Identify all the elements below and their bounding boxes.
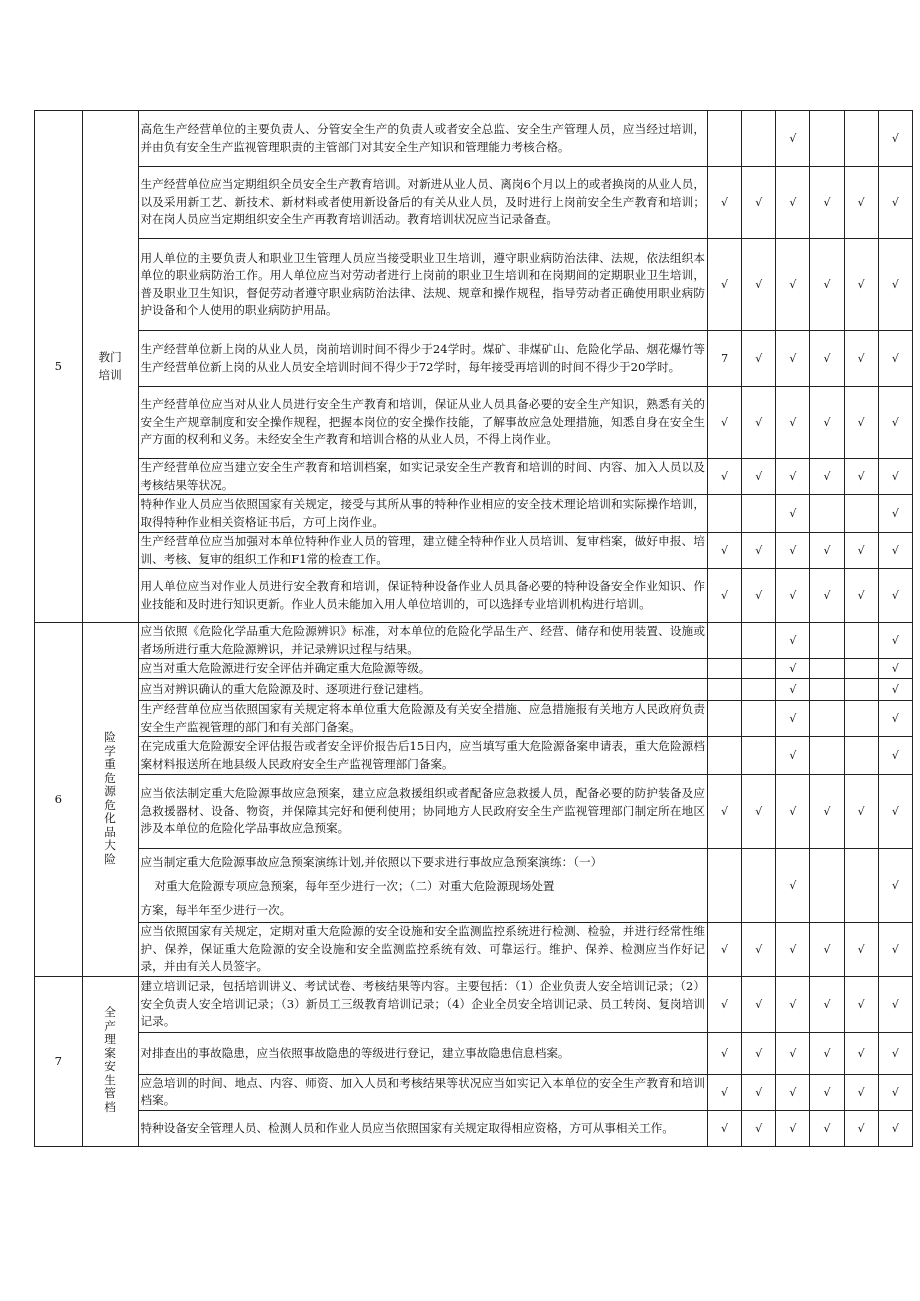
table-row <box>35 569 913 623</box>
requirement-text: 应当依照《危险化学品重大危险源辨识》标准，对本单位的危险化学品生产、经营、储存和使用装置、设施或者场所进行重大危险源辨识，并记录辨识过程与结果。 <box>138 623 707 659</box>
check-mark-cell: √ <box>776 167 810 239</box>
check-mark-cell: √ <box>742 533 776 569</box>
check-mark-cell: √ <box>810 923 844 977</box>
requirement-text: 应当对重大危险源进行安全评估并确定重大危险源等级。 <box>138 659 707 679</box>
table-row <box>35 623 913 659</box>
section-category-label: 全产理案安生管档 <box>104 1005 116 1114</box>
requirement-text: 用人单位的主要负责人和职业卫生管理人员应当接受职业卫生培训，遵守职业病防治法律、法规，依法组织本单位的职业病防治工作。用人单位应当对劳动者进行上岗前的职业卫生培训和在岗期间的定期职业卫生培训，普及职业卫生知识，督促劳动者遵守职业病防治法律、法规、规章和操作规程，指导劳动者正确使用职业病防护设备和个人使用的职业病防护用品。 <box>138 239 707 331</box>
check-mark-cell <box>742 701 776 737</box>
check-mark-cell: √ <box>878 239 912 331</box>
check-mark-cell: √ <box>742 923 776 977</box>
check-mark-cell: √ <box>742 1033 776 1075</box>
check-mark-cell: √ <box>878 569 912 623</box>
check-mark-cell: √ <box>776 239 810 331</box>
check-mark-cell <box>810 659 844 679</box>
requirement-text <box>138 849 707 923</box>
check-mark-cell: √ <box>742 239 776 331</box>
requirement-text: 生产经营单位应当建立安全生产教育和培训档案，如实记录安全生产教育和培训的时间、内容、加入人员以及考核结果等状况。 <box>138 459 707 495</box>
check-mark-cell: √ <box>810 775 844 849</box>
table-row <box>35 679 913 701</box>
check-mark-cell: √ <box>707 1110 741 1146</box>
check-mark-cell: √ <box>742 167 776 239</box>
check-mark-cell: √ <box>742 775 776 849</box>
check-mark-cell: √ <box>810 239 844 331</box>
check-mark-cell: √ <box>844 923 878 977</box>
check-mark-cell: √ <box>707 387 741 459</box>
check-mark-cell: √ <box>742 387 776 459</box>
requirement-text: 应当对辨识确认的重大危险源及时、逐项进行登记建档。 <box>138 679 707 701</box>
check-mark-cell: √ <box>844 1075 878 1111</box>
check-mark-cell: √ <box>742 331 776 387</box>
check-mark-cell <box>810 111 844 167</box>
check-mark-cell: 7 <box>707 331 741 387</box>
table-row <box>35 775 913 849</box>
check-mark-cell: √ <box>776 701 810 737</box>
check-mark-cell: √ <box>776 1075 810 1111</box>
check-mark-cell: √ <box>776 495 810 533</box>
check-mark-cell: √ <box>776 659 810 679</box>
check-mark-cell: √ <box>707 459 741 495</box>
requirement-text: 生产经营单位应当加强对本单位特种作业人员的管理，建立健全特种作业人员培训、复审档案，做好申报、培训、考核、复审的组织工作和F1常的检查工作。 <box>138 533 707 569</box>
table-row <box>35 533 913 569</box>
check-mark-cell: √ <box>707 1033 741 1075</box>
check-mark-cell: √ <box>878 533 912 569</box>
section-category <box>82 111 138 623</box>
check-mark-cell: √ <box>878 923 912 977</box>
check-mark-cell: √ <box>878 1110 912 1146</box>
check-mark-cell <box>707 701 741 737</box>
check-mark-cell: √ <box>707 1075 741 1111</box>
requirement-line: 对重大危险源专项应急预案，每年至少进行一次；（二）对重大危险源现场处置 <box>154 878 555 893</box>
table-row <box>35 659 913 679</box>
section-category-label: 险学重危源危化品大险 <box>104 730 116 866</box>
check-mark-cell: √ <box>810 459 844 495</box>
check-mark-cell: √ <box>776 623 810 659</box>
table-row <box>35 1110 913 1146</box>
check-mark-cell: √ <box>878 111 912 167</box>
check-mark-cell <box>844 679 878 701</box>
check-mark-cell: √ <box>844 459 878 495</box>
table-row <box>35 701 913 737</box>
table-row <box>35 1075 913 1111</box>
requirement-text: 生产经营单位应当对从业人员进行安全生产教育和培训，保证从业人员具备必要的安全生产知识，熟悉有关的安全生产规章制度和安全操作规程，把握本岗位的安全操作技能，了解事故应急处理措施，知悉自身在安全生产方面的权利和义务。未经安全生产教育和培训合格的从业人员，不得上岗作业。 <box>138 387 707 459</box>
check-mark-cell: √ <box>742 1110 776 1146</box>
check-mark-cell: √ <box>776 569 810 623</box>
check-mark-cell: √ <box>878 659 912 679</box>
check-mark-cell: √ <box>878 459 912 495</box>
check-mark-cell: √ <box>878 1075 912 1111</box>
check-mark-cell: √ <box>878 331 912 387</box>
check-mark-cell: √ <box>707 569 741 623</box>
check-mark-cell <box>742 623 776 659</box>
check-mark-cell <box>707 659 741 679</box>
check-mark-cell: √ <box>707 167 741 239</box>
check-mark-cell: √ <box>844 239 878 331</box>
requirement-text: 应当依法制定重大危险源事故应急预案，建立应急救援组织或者配备应急救援人员，配备必要的防护装备及应急救援器材、设备、物资，并保障其完好和便利使用；协同地方人民政府安全生产监视管理部门制定所在地区涉及本单位的危险化学品事故应急预案。 <box>138 775 707 849</box>
table-row <box>35 111 913 167</box>
check-mark-cell <box>707 679 741 701</box>
check-mark-cell: √ <box>776 977 810 1033</box>
table-row <box>35 167 913 239</box>
check-mark-cell: √ <box>810 331 844 387</box>
check-mark-cell: √ <box>776 459 810 495</box>
check-mark-cell <box>844 737 878 775</box>
check-mark-cell <box>844 849 878 923</box>
check-mark-cell: √ <box>810 569 844 623</box>
requirement-text: 生产经营单位新上岗的从业人员，岗前培训时间不得少于24学时。煤矿、非煤矿山、危险化学品、烟花爆竹等生产经营单位新上岗的从业人员安全培训时间不得少于72学时，每年接受再培训的时间不得少于20学时。 <box>138 331 707 387</box>
requirement-text: 高危生产经营单位的主要负责人、分管安全生产的负责人或者安全总监、安全生产管理人员，应当经过培训，并由负有安全生产监视管理职责的主管部门对其安全生产知识和管理能力考核合格。 <box>138 111 707 167</box>
check-mark-cell <box>707 623 741 659</box>
check-mark-cell <box>742 679 776 701</box>
section-number: 5 <box>35 111 83 623</box>
table-row <box>35 387 913 459</box>
check-mark-cell: √ <box>878 623 912 659</box>
check-mark-cell: √ <box>810 387 844 459</box>
check-mark-cell: √ <box>878 849 912 923</box>
section-category-label: 教门培训 <box>98 350 122 383</box>
check-mark-cell: √ <box>878 495 912 533</box>
section-category <box>82 977 138 1147</box>
requirement-text: 应急培训的时间、地点、内容、师资、加入人员和考核结果等状况应当如实记入本单位的安全生产教育和培训档案。 <box>138 1075 707 1111</box>
check-mark-cell: √ <box>776 849 810 923</box>
table-row <box>35 849 913 923</box>
check-mark-cell: √ <box>844 1110 878 1146</box>
check-mark-cell <box>844 111 878 167</box>
check-mark-cell: √ <box>810 977 844 1033</box>
check-mark-cell <box>844 495 878 533</box>
section-number: 6 <box>35 623 83 977</box>
check-mark-cell: √ <box>844 1033 878 1075</box>
table-row <box>35 1033 913 1075</box>
check-mark-cell: √ <box>878 701 912 737</box>
check-mark-cell <box>810 623 844 659</box>
check-mark-cell: √ <box>776 737 810 775</box>
check-mark-cell: √ <box>810 1075 844 1111</box>
check-mark-cell <box>844 701 878 737</box>
check-mark-cell: √ <box>844 533 878 569</box>
check-mark-cell: √ <box>707 775 741 849</box>
check-mark-cell: √ <box>776 923 810 977</box>
check-mark-cell: √ <box>844 167 878 239</box>
check-mark-cell: √ <box>810 1033 844 1075</box>
check-mark-cell: √ <box>776 533 810 569</box>
table-row <box>35 331 913 387</box>
check-mark-cell <box>810 679 844 701</box>
check-mark-cell: √ <box>878 387 912 459</box>
table-row <box>35 923 913 977</box>
check-mark-cell: √ <box>776 331 810 387</box>
section-category <box>82 623 138 977</box>
table-row <box>35 459 913 495</box>
check-mark-cell: √ <box>776 1110 810 1146</box>
check-mark-cell <box>742 737 776 775</box>
check-mark-cell: √ <box>810 1110 844 1146</box>
check-mark-cell: √ <box>844 387 878 459</box>
section-number: 7 <box>35 977 83 1147</box>
check-mark-cell: √ <box>878 977 912 1033</box>
check-mark-cell: √ <box>776 679 810 701</box>
requirement-text: 建立培训记录，包括培训讲义、考试试卷、考核结果等内容。主要包括：（1）企业负责人安全培训记录；（2）安全负责人安全培训记录；（3）新员工三级教育培训记录；（4）企业全员安全培训记录、员工转岗、复岗培训记录。 <box>138 977 707 1033</box>
check-mark-cell: √ <box>878 775 912 849</box>
requirement-text: 应当依照国家有关规定，定期对重大危险源的安全设施和安全监测监控系统进行检测、检验，并进行经常性维护、保养，保证重大危险源的安全设施和安全监测监控系统有效、可靠运行。维护、保养、检测应当作好记录，并由有关人员签字。 <box>138 923 707 977</box>
check-mark-cell <box>844 623 878 659</box>
requirement-text: 特种作业人员应当依照国家有关规定，接受与其所从事的特种作业相应的安全技术理论培训和实际操作培训，取得特种作业相关资格证书后，方可上岗作业。 <box>138 495 707 533</box>
check-mark-cell: √ <box>810 533 844 569</box>
check-mark-cell: √ <box>742 569 776 623</box>
check-mark-cell: √ <box>707 923 741 977</box>
requirement-text: 在完成重大危险源安全评估报告或者安全评价报告后15日内，应当填写重大危险源备案申请表，重大危险源档案材料报送所在地县级人民政府安全生产监视管理部门备案。 <box>138 737 707 775</box>
check-mark-cell <box>707 111 741 167</box>
requirement-line: 方案，每半年至少进行一次。 <box>140 902 292 917</box>
check-mark-cell: √ <box>776 111 810 167</box>
check-mark-cell: √ <box>776 775 810 849</box>
check-mark-cell <box>810 737 844 775</box>
check-mark-cell: √ <box>878 1033 912 1075</box>
check-mark-cell: √ <box>707 977 741 1033</box>
check-mark-cell: √ <box>810 167 844 239</box>
check-mark-cell: √ <box>878 167 912 239</box>
check-mark-cell <box>742 111 776 167</box>
check-mark-cell: √ <box>878 679 912 701</box>
check-mark-cell <box>742 659 776 679</box>
check-mark-cell: √ <box>844 569 878 623</box>
requirement-text: 生产经营单位应当依照国家有关规定将本单位重大危险源及有关安全措施、应急措施报有关地方人民政府负责安全生产监视管理的部门和有关部门备案。 <box>138 701 707 737</box>
requirements-table <box>34 110 913 1147</box>
table-row <box>35 977 913 1033</box>
check-mark-cell: √ <box>707 239 741 331</box>
check-mark-cell <box>810 849 844 923</box>
requirement-text: 特种设备安全管理人员、检测人员和作业人员应当依照国家有关规定取得相应资格，方可从事相关工作。 <box>138 1110 707 1146</box>
table-row <box>35 239 913 331</box>
check-mark-cell <box>742 849 776 923</box>
requirement-line: 应当制定重大危险源事故应急预案演练计划,并依照以下要求进行事故应急预案演练：（一） <box>140 854 603 869</box>
check-mark-cell: √ <box>878 737 912 775</box>
check-mark-cell <box>707 495 741 533</box>
check-mark-cell <box>707 849 741 923</box>
check-mark-cell: √ <box>844 331 878 387</box>
check-mark-cell: √ <box>844 775 878 849</box>
table-body <box>35 111 913 1147</box>
check-mark-cell <box>810 495 844 533</box>
table-row <box>35 495 913 533</box>
check-mark-cell: √ <box>776 387 810 459</box>
check-mark-cell <box>844 659 878 679</box>
requirement-text: 用人单位应当对作业人员进行安全教育和培训，保证特种设备作业人员具备必要的特种设备安全作业知识、作业技能和及时进行知识更新。作业人员未能加入用人单位培训的，可以选择专业培训机构进行培训。 <box>138 569 707 623</box>
requirement-text: 对排查出的事故隐患，应当依照事故隐患的等级进行登记，建立事故隐患信息档案。 <box>138 1033 707 1075</box>
check-mark-cell <box>810 701 844 737</box>
check-mark-cell <box>742 495 776 533</box>
check-mark-cell: √ <box>844 977 878 1033</box>
check-mark-cell: √ <box>742 1075 776 1111</box>
check-mark-cell: √ <box>742 459 776 495</box>
check-mark-cell: √ <box>742 977 776 1033</box>
check-mark-cell: √ <box>707 533 741 569</box>
requirement-text: 生产经营单位应当定期组织全员安全生产教育培训。对新进从业人员、离岗6个月以上的或者换岗的从业人员，以及采用新工艺、新技术、新材料或者使用新设备后的有关从业人员，及时进行上岗前安全生产教育和培训；对在岗人员应当定期组织安全生产再教育培训活动。教育培训状况应当记录备查。 <box>138 167 707 239</box>
check-mark-cell <box>707 737 741 775</box>
table-row <box>35 737 913 775</box>
check-mark-cell: √ <box>776 1033 810 1075</box>
